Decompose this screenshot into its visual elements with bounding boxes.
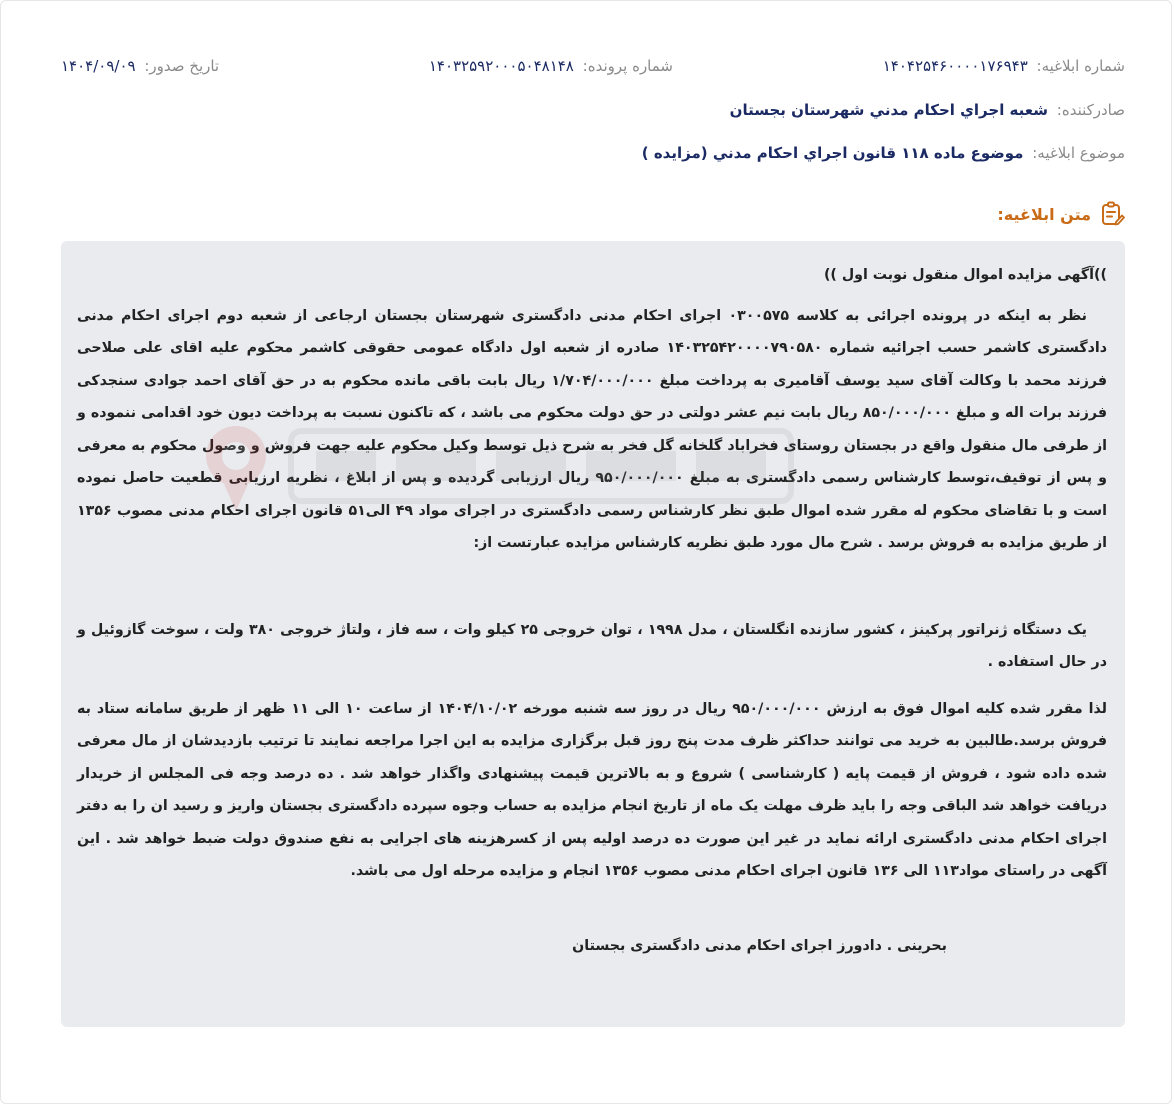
notice-number: [883, 57, 1125, 75]
case-number-label: شماره پرونده:: [582, 57, 673, 75]
spacer: [77, 560, 1107, 614]
notice-number-value: ۱۴۰۴۲۵۴۶۰۰۰۰۱۷۶۹۴۳: [882, 57, 1028, 75]
section-title-label: متن ابلاغیه:: [997, 204, 1091, 224]
issue-date-value: ۱۴۰۴/۰۹/۰۹: [61, 57, 136, 75]
meta-row: [61, 57, 1125, 75]
notice-number-label: شماره ابلاغیه:: [1036, 57, 1125, 75]
case-number-value: ۱۴۰۳۲۵۹۲۰۰۰۵۰۴۸۱۴۸: [428, 57, 574, 75]
notice-paragraph-1: نظر به اینکه در پرونده اجرائی به کلاسه ۰۳۰۰۵۷۵ اجرای احکام مدنی دادگستری شهرستان بجستان ارجاعی از شعبه دوم اجرای احکام مدنی دادگستری کاشمر حسب اجرائیه شماره ۱۴۰۳۲۵۴۲۰۰۰۰۷۹۰۵۸۰ صادره از شعبه اول دادگاه عمومی حقوقی کاشمر محکوم علیه اقای علی صلاحی فرزند محمد با وکالت آقای سید یوسف آقامیری به پرداخت مبلغ ۱/۷۰۴/۰۰۰/۰۰۰ ریال بابت باقی مانده محکوم به در حق آقای احمد جوادی سنجدکی فرزند برات اله و مبلغ ۸۵۰/۰۰۰/۰۰۰ ریال بابت نیم عشر دولتی در حق دولت محکوم می باشد ، که تاکنون نسبت به پرداخت دیون خود اقدامی ننموده و از طرفی مال منقول واقع در بجستان روستای فخراباد گلخانه گل فخر به شرح ذیل توسط وکیل محکوم علیه جهت فروش و وصول محکوم به معرفی و پس از توقیف،توسط کارشناس رسمی دادگستری به مبلغ ۹۵۰/۰۰۰/۰۰۰ ریال ارزیابی گردیده و پس از ابلاغ ، نظریه ارزیابی قطعیت حاصل نموده است و با تقاضای محکوم له مقرر شده اموال طبق نظر کارشناس رسمی دادگستری در اجرای مواد ۴۹ الی۵۱ قانون اجرای احکام مدنی مصوب ۱۳۵۶ از طریق مزایده به فروش برسد . شرح مال مورد طبق نظریه کارشناس مزایده عبارتست از:: [77, 307, 1107, 551]
notice-paragraph-3: لذا مقرر شده کلیه اموال فوق به ارزش ۹۵۰/۰۰۰/۰۰۰ ریال در روز سه شنبه مورخه ۱۴۰۴/۱۰/۰۲ از ساعت ۱۰ الی ۱۱ ظهر از طریق سامانه ستاد به فروش برسد.طالبین به خرید می توانند حداکثر ظرف مدت پنج روز قبل برگزاری مزایده به این اجرا مراجعه نمایند تا ترتیب بازدیدشان از مال معرفی شده داده شود ، فروش از قیمت پایه ( کارشناسی ) شروع و به بالاترین قیمت پیشنهادی واگذار خواهد شد . ده درصد وجه فی المجلس از خریدار دریافت خواهد شد الباقی وجه را باید ظرف مهلت یک ماه از تاریخ انجام مزایده به حساب وجوه سپرده دادگستری بجستان واریز و رسید ان را به دفتر اجرای احکام مدنی دادگستری ارائه نماید در غیر این صورت ده درصد اولیه پس از کسرهزینه های اجرایی به نفع صندوق دولت ضبط خواهد شد . این آگهی در راستای مواد۱۱۳ الی ۱۳۶ قانون اجرای احکام مدنی مصوب ۱۳۵۶ انجام و مزایده مرحله اول می باشد.: [77, 700, 1108, 879]
ad-title: ))آگهی مزایده اموال منقول نوبت اول )): [823, 267, 1107, 283]
notice-paragraph-2: یک دستگاه ژنراتور پرکینز ، کشور سازنده انگلستان ، مدل ۱۹۹۸ ، توان خروجی ۲۵ کیلو وات ، سه فاز ، ولتاژ خروجی ۳۸۰ ولت ، سوخت گازوئیل و در حال استفاده .: [77, 621, 1107, 670]
issue-date: [61, 57, 219, 75]
case-number: [429, 57, 673, 75]
section-title: [997, 201, 1125, 227]
subject-label: موضوع ابلاغیه:: [1032, 144, 1125, 162]
issuer-value: شعبه اجراي احكام مدني شهرستان بجستان: [729, 101, 1048, 119]
issuer-label: صادرکننده:: [1056, 101, 1125, 119]
document-icon: [1099, 201, 1125, 227]
issuer-row: [730, 101, 1125, 119]
subject-row: [642, 144, 1125, 162]
issue-date-label: تاریخ صدور:: [144, 57, 220, 75]
signature: بحرینی . دادورز اجرای احکام مدنی دادگستری بجستان: [572, 937, 947, 954]
notice-content: [61, 241, 1125, 1027]
subject-value: موضوع ماده ۱۱۸ قانون اجراي احكام مدني (مزايده ): [641, 144, 1024, 162]
